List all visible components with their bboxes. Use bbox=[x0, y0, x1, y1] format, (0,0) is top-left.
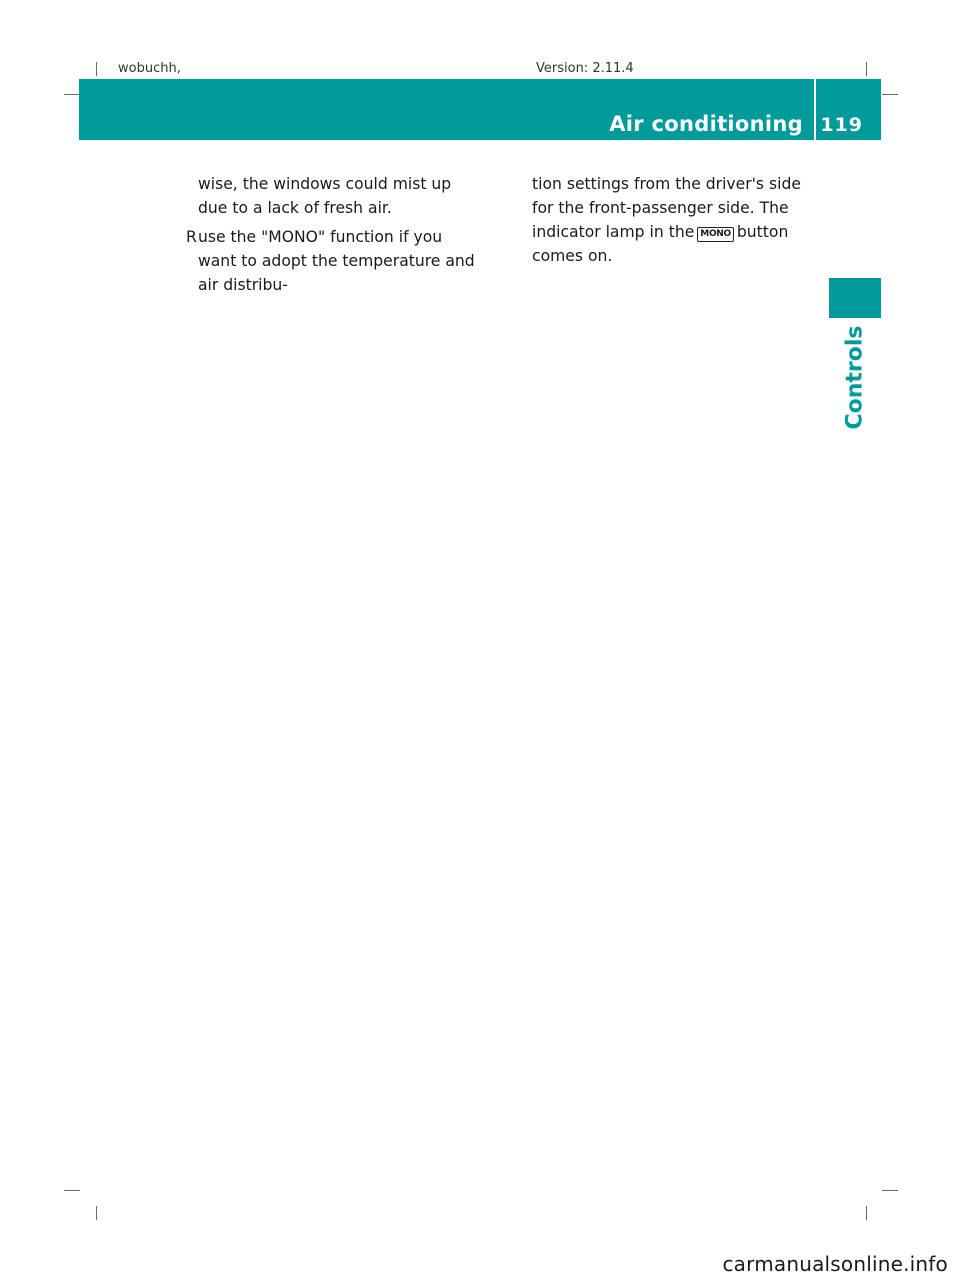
continuation-paragraph: wise, the windows could mist up due to a lack of fresh air. bbox=[198, 175, 452, 217]
print-meta-right: Version: 2.11.4 bbox=[536, 61, 634, 76]
crop-mark bbox=[866, 1206, 867, 1220]
bullet-item bbox=[186, 225, 480, 297]
right-paragraph bbox=[532, 172, 822, 268]
crop-mark bbox=[64, 94, 80, 95]
chapter-label-text: Controls bbox=[842, 324, 868, 430]
right-text-after: button comes on. bbox=[532, 223, 789, 265]
header-divider bbox=[814, 79, 816, 140]
page-number: 119 bbox=[820, 114, 863, 136]
page-header bbox=[79, 79, 881, 140]
crop-mark bbox=[64, 1190, 80, 1191]
crop-mark bbox=[96, 62, 97, 76]
crop-mark bbox=[866, 62, 867, 76]
left-column bbox=[186, 172, 480, 297]
right-column bbox=[532, 172, 822, 268]
chapter-label bbox=[826, 324, 884, 430]
crop-mark bbox=[882, 94, 898, 95]
print-meta-left: wobuchh, bbox=[118, 61, 181, 76]
crop-mark bbox=[882, 1190, 898, 1191]
section-title: Air conditioning bbox=[609, 112, 803, 136]
mono-button-icon: MONO bbox=[697, 227, 734, 242]
chapter-tab bbox=[829, 278, 881, 318]
bullet-text: use the "MONO" function if you want to adopt the temperature and air distribu- bbox=[198, 228, 475, 294]
bullet-marker: R bbox=[186, 228, 197, 246]
watermark: carmanualsonline.info bbox=[722, 1252, 948, 1276]
right-text-before: tion settings from the driver's side for the front-passenger side. The indicator lamp in the bbox=[532, 175, 801, 241]
crop-mark bbox=[96, 1206, 97, 1220]
